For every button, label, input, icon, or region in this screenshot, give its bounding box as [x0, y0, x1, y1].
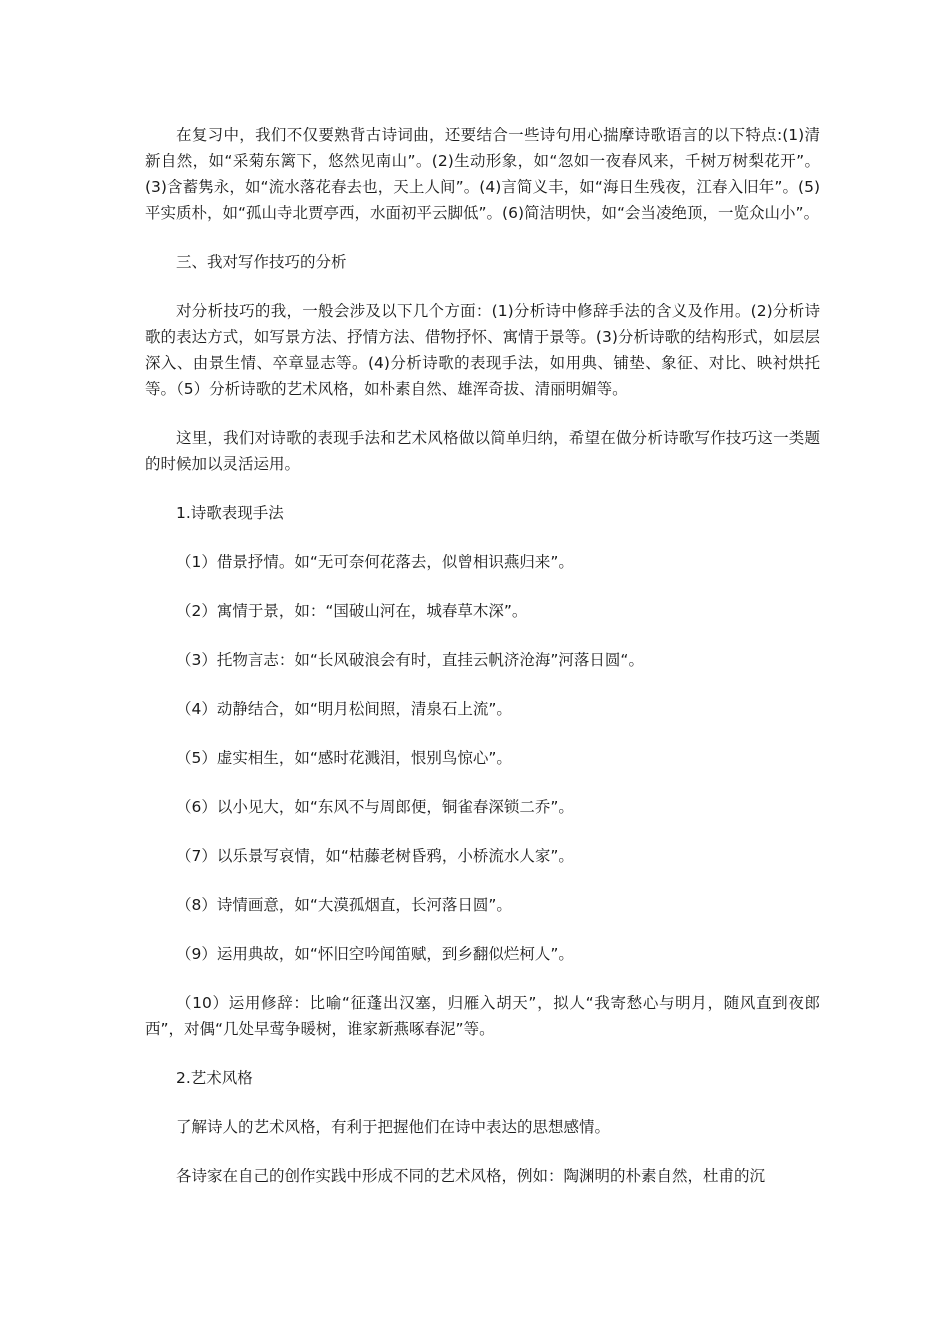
list-item: （2）寓情于景，如：“国破山河在，城春草木深”。 [176, 602, 528, 620]
list-item: （5）虚实相生，如“感时花溅泪，恨别鸟惊心”。 [176, 749, 512, 767]
list-item: （3）托物言志：如“长风破浪会有时，直挂云帆济沧海”河落日圆“。 [176, 651, 644, 669]
section-heading-writing-skills: 三、我对写作技巧的分析 [176, 253, 347, 271]
paragraph-summary-intro: 这里，我们对诗歌的表现手法和艺术风格做以简单归纳，希望在做分析诗歌写作技巧这一类题的时候加以灵活运用。 [145, 429, 820, 473]
paragraph-analysis-aspects: 对分析技巧的我，一般会涉及以下几个方面：(1)分析诗中修辞手法的含义及作用。(2)分析诗歌的表达方式，如写景方法、抒情方法、借物抒怀、寓情于景等。(3)分析诗歌的结构形式，如层层深入、由景生情、卒章显志等。(4)分析诗歌的表现手法，如用典、铺垫、象征、对比、映衬烘托等。（5）分析诗歌的艺术风格，如朴素自然、雄浑奇拔、清丽明媚等。 [145, 302, 820, 398]
document-body [145, 122, 820, 1189]
paragraph-art-style-intro: 了解诗人的艺术风格，有利于把握他们在诗中表达的思想感情。 [176, 1118, 611, 1136]
list-item: （1）借景抒情。如“无可奈何花落去，似曾相识燕归来”。 [176, 553, 574, 571]
paragraph-art-style-examples: 各诗家在自己的创作实践中形成不同的艺术风格，例如：陶渊明的朴素自然，杜甫的沉 [176, 1167, 766, 1185]
subheading-art-style: 2.艺术风格 [176, 1069, 253, 1087]
list-item: （6）以小见大，如“东风不与周郎便，铜雀春深锁二乔”。 [176, 798, 574, 816]
list-item: （4）动静结合，如“明月松间照，清泉石上流”。 [176, 700, 512, 718]
list-item: （9）运用典故，如“怀旧空吟闻笛赋，到乡翻似烂柯人”。 [176, 945, 574, 963]
list-item: （7）以乐景写哀情，如“枯藤老树昏鸦，小桥流水人家”。 [176, 847, 574, 865]
paragraph-language-features: 在复习中，我们不仅要熟背古诗词曲，还要结合一些诗句用心揣摩诗歌语言的以下特点:(1)清新自然，如“采菊东篱下，悠然见南山”。(2)生动形象，如“忽如一夜春风来，千树万树梨花开”。(3)含蓄隽永，如“流水落花春去也，天上人间”。(4)言简义丰，如“海日生残夜，江春入旧年”。(5)平实质朴，如“孤山寺北贾亭西，水面初平云脚低”。(6)简洁明快，如“会当凌绝顶，一览众山小”。 [145, 126, 820, 222]
list-item: （8）诗情画意，如“大漠孤烟直，长河落日圆”。 [176, 896, 512, 914]
list-item: （10）运用修辞：比喻“征蓬出汉塞，归雁入胡天”，拟人“我寄愁心与明月，随风直到夜郎西”，对偶“几处早莺争暖树，谁家新燕啄春泥”等。 [145, 994, 820, 1038]
subheading-techniques: 1.诗歌表现手法 [176, 504, 284, 522]
